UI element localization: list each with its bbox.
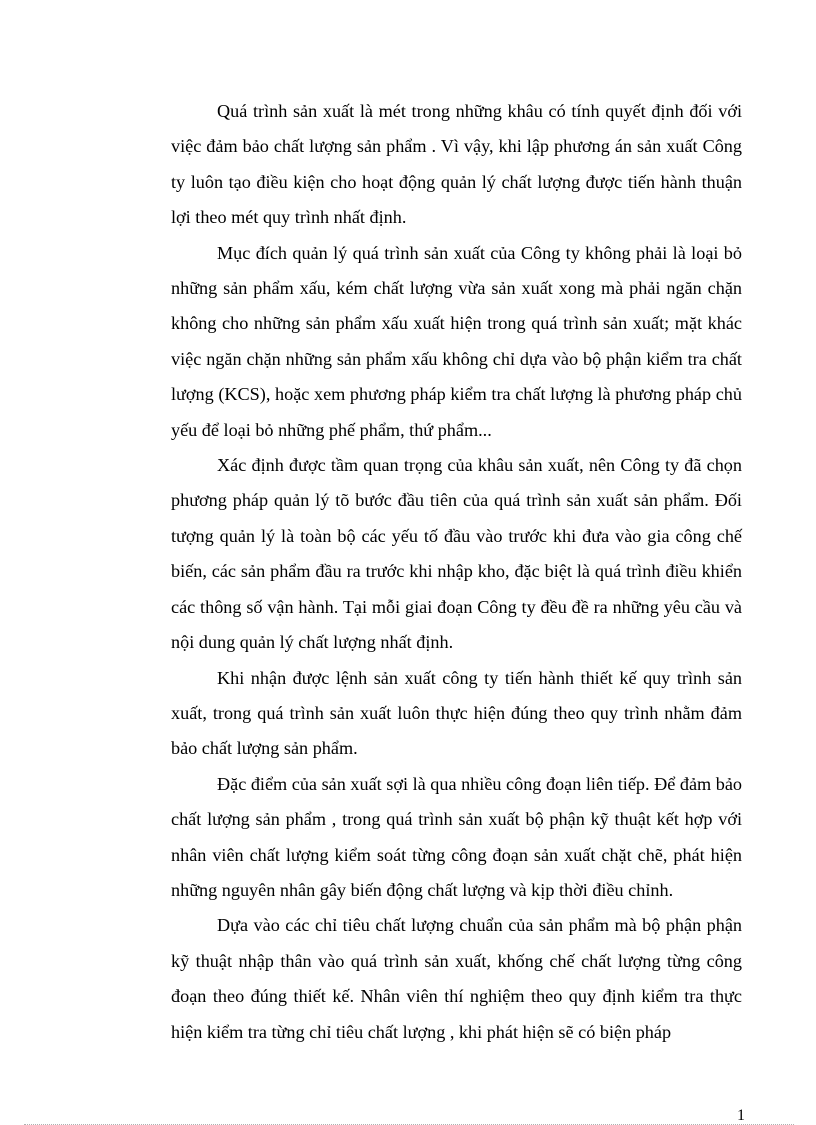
paragraph-quality-method: Xác định được tầm quan trọng của khâu sản xuất, nên Công ty đã chọn phương pháp quản lý tõ bước đầu tiên của quá trình sản xuất sản phẩm. Đối tượng quản lý là toàn bộ các yếu tố đầu vào trước khi đưa vào gia công chế biến, các sản phẩm đầu ra trước khi nhập kho, đặc biệt là quá trình điều khiển các thông số vận hành. Tại mỗi giai đoạn Công ty đều đề ra những yêu cầu và nội dung quản lý chất lượng nhất định. <box>171 455 742 653</box>
page-body <box>171 94 742 1050</box>
paragraph-production-process: Quá trình sản xuất là mét trong những khâu có tính quyết định đối với việc đảm bảo chất lượng sản phẩm . Vì vậy, khi lập phương án sản xuất Công ty luôn tạo điều kiện cho hoạt động quản lý chất lượng được tiến hành thuận lợi theo mét quy trình nhất định. <box>171 101 742 228</box>
paragraph-quality-standards: Dựa vào các chỉ tiêu chất lượng chuẩn của sản phẩm mà bộ phận phận kỹ thuật nhập thân vào quá trình sản xuất, khống chế chất lượng từng công đoạn theo đúng thiết kế. Nhân viên thí nghiệm theo quy định kiểm tra thực hiện kiểm tra từng chỉ tiêu chất lượng , khi phát hiện sẽ có biện pháp <box>171 915 742 1042</box>
paragraph-management-purpose: Mục đích quản lý quá trình sản xuất của Công ty không phải là loại bỏ những sản phẩm xấu, kém chất lượng vừa sản xuất xong mà phải ngăn chặn không cho những sản phẩm xấu xuất hiện trong quá trình sản xuất; mặt khác việc ngăn chặn những sản phẩm xấu không chỉ dựa vào bộ phận kiểm tra chất lượng (KCS), hoặc xem phương pháp kiểm tra chất lượng là phương pháp chủ yếu để loại bỏ những phế phẩm, thứ phẩm... <box>171 242 742 440</box>
paragraph-yarn-characteristics: Đặc điểm của sản xuất sợi là qua nhiều công đoạn liên tiếp. Để đảm bảo chất lượng sản phẩm , trong quá trình sản xuất bộ phận kỹ thuật kết hợp với nhân viên chất lượng kiểm soát từng công đoạn sản xuất chặt chẽ, phát hiện những nguyên nhân gây biến động chất lượng và kịp thời điều chỉnh. <box>171 773 742 900</box>
paragraph-production-order: Khi nhận được lệnh sản xuất công ty tiến hành thiết kế quy trình sản xuất, trong quá trình sản xuất luôn thực hiện đúng theo quy trình nhằm đảm bảo chất lượng sản phẩm. <box>171 667 742 759</box>
page-number: 1 <box>737 1107 745 1124</box>
